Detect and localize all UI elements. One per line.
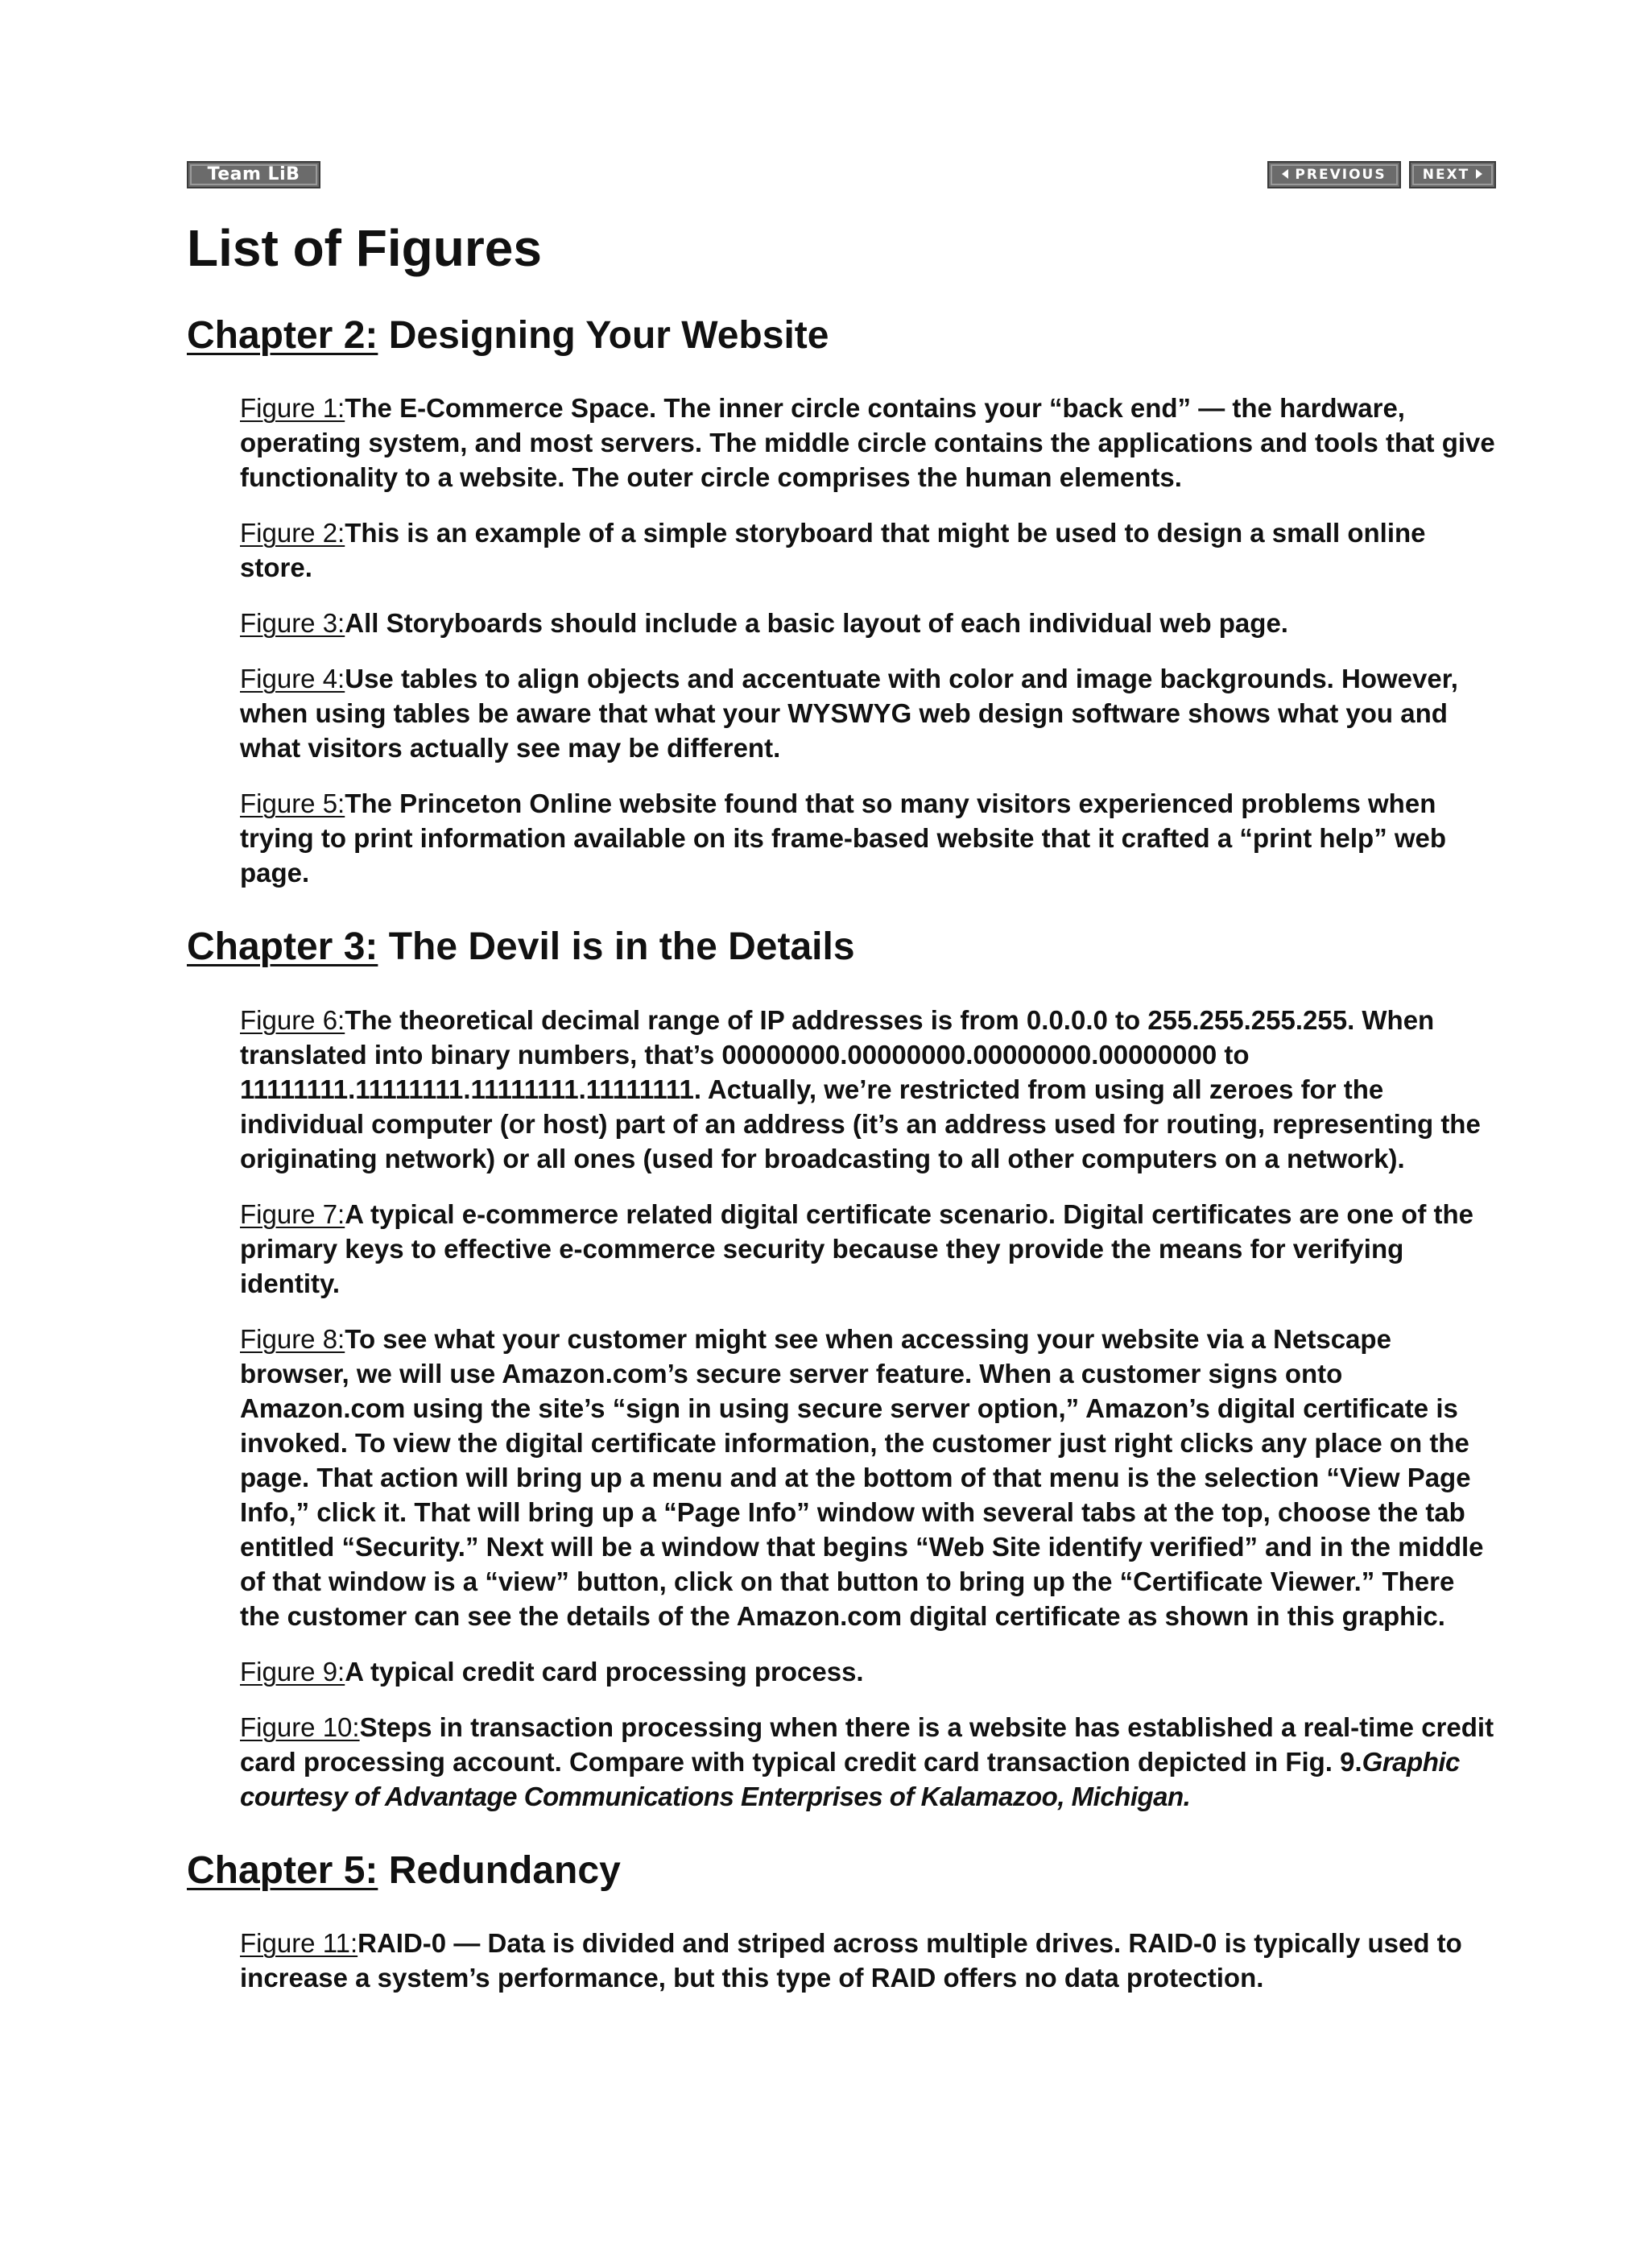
chapter-title: The Devil is in the Details [378, 925, 855, 969]
figure-link[interactable]: Figure 10: [240, 1711, 360, 1742]
figure-entry [240, 606, 1496, 640]
top-nav-bar [187, 158, 1499, 195]
figure-link[interactable]: Figure 8: [240, 1323, 345, 1354]
figure-caption: The Princeton Online website found that so many visitors experienced problems when trying to print information available on its frame-based website that it crafted a “print help” web page. [240, 788, 1447, 888]
page-title: List of Figures [187, 219, 542, 277]
page [187, 158, 1499, 2016]
chapter-heading [187, 1848, 1499, 1894]
chapter-title: Redundancy [378, 1848, 621, 1892]
next-button[interactable] [1409, 161, 1496, 188]
figure-entry [240, 1710, 1496, 1814]
figure-caption: Use tables to align objects and accentuate with color and image backgrounds. However, when using tables be aware that what your WYSWYG web design software shows what you and what visitors actually see may be different. [240, 664, 1458, 764]
figure-link[interactable]: Figure 9: [240, 1656, 345, 1687]
figure-caption: A typical e-commerce related digital certificate scenario. Digital certificates are one of the primary keys to effective e-commerce security because they provide the means for verifying identity. [240, 1198, 1474, 1298]
figure-caption: To see what your customer might see when accessing your website via a Netscape browser, we will use Amazon.com’s secure server feature. When a customer signs onto Amazon.com using the site’s “sign in using secure server option,” Amazon’s digital certificate is invoked. To view the digital certificate information, the customer just right clicks any place on the page. That action will bring up a menu and at the bottom of that menu is the selection “View Page Info,” click it. That will bring up a “Page Info” window with several tabs at the top, choose the tab entitled “Security.” Next will be a window that begins “Web Site identify verified” and in the middle of that window is a “view” button, click on that button to bring up the “Certificate Viewer.” There the customer can see the details of the Amazon.com digital certificate as shown in this graphic. [240, 1323, 1484, 1631]
chapter-link[interactable]: Chapter 3: [187, 925, 378, 969]
figure-link[interactable]: Figure 2: [240, 518, 345, 548]
figure-entry [240, 391, 1496, 495]
figure-entry [240, 1197, 1496, 1301]
figure-caption: The E-Commerce Space. The inner circle contains your “back end” — the hardware, operating system, and most servers. The middle circle contains the applications and tools that give functionality to a website. The outer circle comprises the human elements. [240, 393, 1495, 493]
figure-caption: RAID-0 — Data is divided and striped across multiple drives. RAID-0 is typically used to increase a system’s performance, but this type of RAID offers no data protection. [240, 1928, 1462, 1993]
previous-label: PREVIOUS [1295, 167, 1387, 183]
figure-entry [240, 1322, 1496, 1633]
chapter-heading [187, 312, 1499, 359]
figure-caption: All Storyboards should include a basic layout of each individual web page. [345, 608, 1288, 639]
figure-credit: Graphic courtesy of Advantage Communications Enterprises of Kalamazoo, Michigan. [240, 1746, 1460, 1811]
figure-entry [240, 1003, 1496, 1176]
figure-caption: This is an example of a simple storyboard that might be used to design a small online store. [240, 518, 1426, 583]
figure-caption: The theoretical decimal range of IP addresses is from 0.0.0.0 to 255.255.255.255. When translated into binary numbers, that’s 00000000.00000000.00000000.00000000 to 11111111.11111111.11111111.11111111. Actually, we’re restricted from using all zeroes for the individual computer (or host) part of an address (it’s an address used for routing, representing the originating network) or all ones (used for broadcasting to all other computers on a network). [240, 1004, 1481, 1173]
chapter-heading [187, 924, 1499, 971]
chapter-link[interactable]: Chapter 2: [187, 313, 378, 357]
chapter-link[interactable]: Chapter 5: [187, 1848, 378, 1892]
previous-button[interactable] [1267, 161, 1401, 188]
figure-link[interactable]: Figure 11: [240, 1928, 358, 1959]
figure-entry [240, 661, 1496, 765]
figure-link[interactable]: Figure 6: [240, 1004, 345, 1035]
figure-link[interactable]: Figure 5: [240, 788, 345, 819]
figure-entry [240, 1926, 1496, 1995]
figure-caption: A typical credit card processing process. [345, 1656, 864, 1687]
figure-entry [240, 786, 1496, 890]
figure-link[interactable]: Figure 1: [240, 393, 345, 424]
figure-link[interactable]: Figure 4: [240, 664, 345, 694]
figure-entry [240, 515, 1496, 585]
team-lib-button[interactable]: Team LiB [187, 161, 320, 188]
chapter-title: Designing Your Website [378, 313, 829, 357]
figure-caption: Steps in transaction processing when there is a website has established a real-time credit card processing account. Compare with typical credit card transaction depicted in Fig. 9. [240, 1711, 1494, 1777]
left-arrow-icon [1282, 169, 1288, 179]
figure-link[interactable]: Figure 3: [240, 608, 345, 639]
next-label: NEXT [1422, 167, 1470, 183]
figure-entry [240, 1654, 1496, 1689]
figure-link[interactable]: Figure 7: [240, 1198, 345, 1229]
right-arrow-icon [1476, 169, 1482, 179]
